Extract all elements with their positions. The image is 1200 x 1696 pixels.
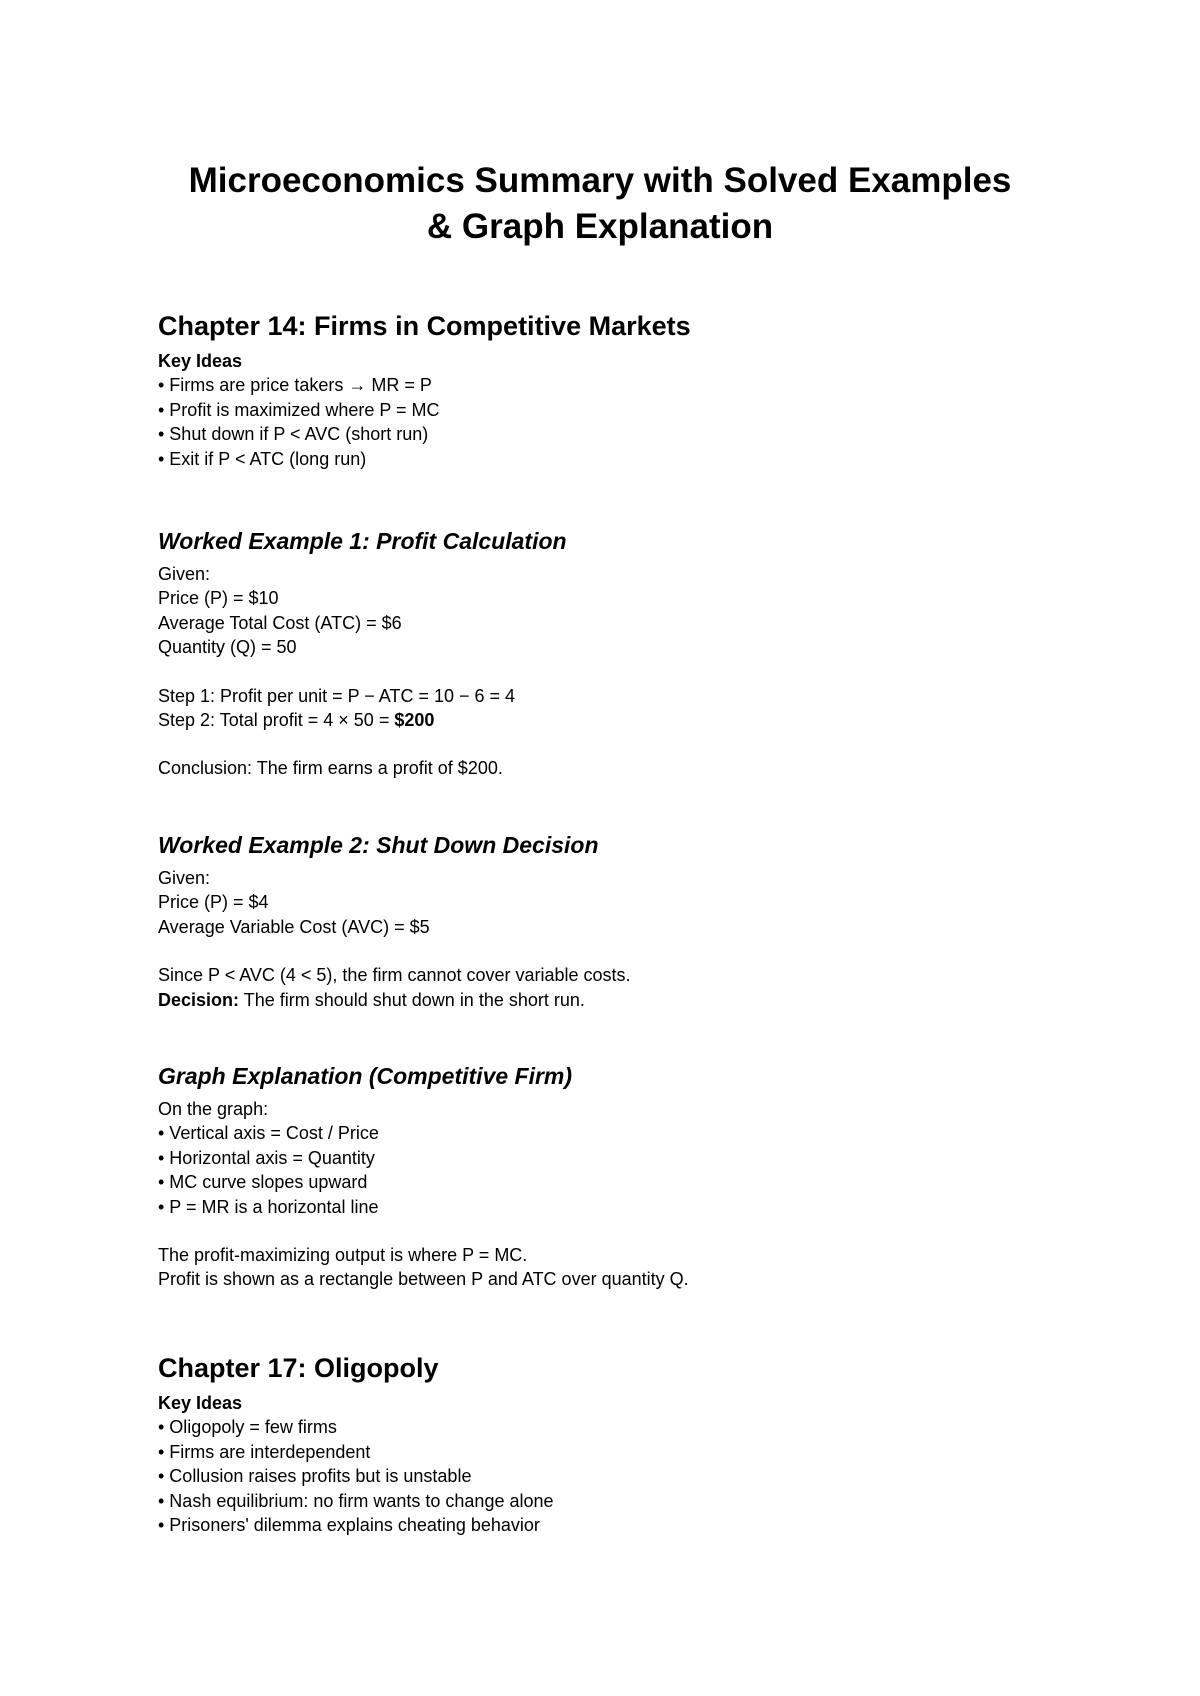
list-item: • Prisoners' dilemma explains cheating behavior — [158, 1515, 540, 1536]
chapter-14-section — [158, 309, 1058, 471]
title-line-1: Microeconomics Summary with Solved Examples — [188, 161, 1012, 200]
chapter-14-heading: Chapter 14: Firms in Competitive Markets — [158, 311, 691, 341]
example-1-section — [158, 526, 1058, 781]
step-2-text: Step 2: Total profit = 4 × 50 = — [158, 710, 395, 731]
list-item: • Nash equilibrium: no firm wants to change alone — [158, 1490, 554, 1511]
example-1-heading: Worked Example 1: Profit Calculation — [158, 528, 567, 554]
graph-explanation-section — [158, 1061, 1058, 1292]
given-label: Given: — [158, 564, 211, 584]
given-item: Price (P) = $4 — [158, 892, 269, 913]
list-item: • Collusion raises profits but is unstable — [158, 1466, 472, 1487]
graph-paragraph-2: Profit is shown as a rectangle between P and ATC over quantity Q. — [158, 1269, 689, 1290]
chapter-17-section — [158, 1351, 1058, 1537]
list-item: • Exit if P < ATC (long run) — [158, 448, 367, 469]
example-2-heading: Worked Example 2: Shut Down Decision — [158, 832, 599, 858]
conclusion: Conclusion: The firm earns a profit of $200. — [158, 758, 503, 779]
given-item: Average Variable Cost (AVC) = $5 — [158, 916, 430, 937]
given-label: Given: — [158, 868, 211, 888]
step-2-result: $200 — [394, 710, 435, 731]
list-item: • MC curve slopes upward — [158, 1172, 368, 1193]
example-2-section — [158, 830, 1058, 1012]
document-title — [0, 158, 1200, 250]
since-statement: Since P < AVC (4 < 5), the firm cannot cover variable costs. — [158, 965, 631, 986]
graph-intro: On the graph: — [158, 1099, 269, 1119]
list-item: • Oligopoly = few firms — [158, 1417, 337, 1438]
list-item: • P = MR is a horizontal line — [158, 1196, 379, 1217]
list-item: • Vertical axis = Cost / Price — [158, 1123, 379, 1144]
step-1: Step 1: Profit per unit = P − ATC = 10 − 6 = 4 — [158, 685, 516, 706]
title-line-2: & Graph Explanation — [426, 207, 774, 246]
key-ideas-label: Key Ideas — [158, 1393, 243, 1413]
list-item: • Firms are interdependent — [158, 1441, 371, 1462]
chapter-17-heading: Chapter 17: Oligopoly — [158, 1353, 439, 1383]
key-ideas-label: Key Ideas — [158, 351, 243, 371]
list-item: • Firms are price takers → MR = P — [158, 375, 432, 396]
decision — [158, 988, 1058, 1012]
given-item: Quantity (Q) = 50 — [158, 637, 297, 658]
list-item: • Profit is maximized where P = MC — [158, 399, 440, 420]
graph-paragraph-1: The profit-maximizing output is where P = MC. — [158, 1245, 528, 1266]
given-item: Price (P) = $10 — [158, 588, 279, 609]
given-item: Average Total Cost (ATC) = $6 — [158, 612, 402, 633]
graph-explanation-heading: Graph Explanation (Competitive Firm) — [158, 1063, 573, 1089]
decision-label: Decision: — [158, 989, 240, 1010]
step-2 — [158, 708, 1058, 732]
decision-text: The firm should shut down in the short run. — [239, 989, 585, 1010]
list-item: • Shut down if P < AVC (short run) — [158, 424, 429, 445]
list-item: • Horizontal axis = Quantity — [158, 1147, 375, 1168]
